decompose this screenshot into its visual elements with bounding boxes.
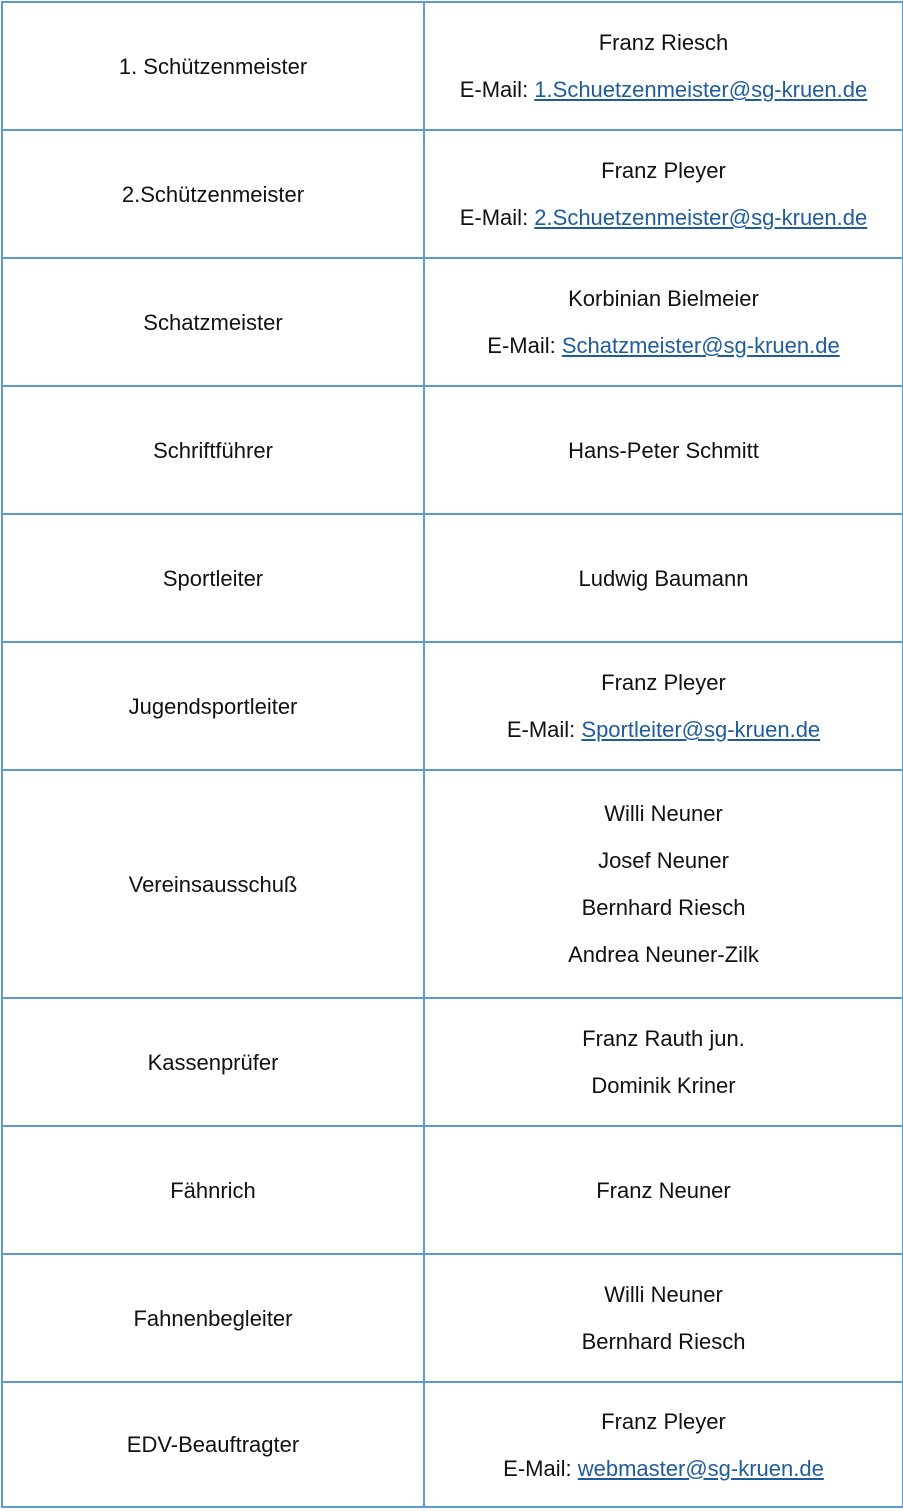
role-label: Fähnrich	[170, 1177, 256, 1203]
person-name: Bernhard Riesch	[581, 895, 746, 920]
email-link[interactable]: 2.Schuetzenmeister@sg-kruen.de	[534, 205, 868, 230]
person-cell	[424, 1126, 903, 1254]
table-row	[2, 770, 903, 998]
email-label: E-Mail:	[459, 205, 535, 230]
email-label: E-Mail:	[459, 77, 535, 102]
person-name: Franz Pleyer	[601, 1408, 726, 1434]
person-name: Franz Riesch	[598, 30, 729, 55]
person-cell	[424, 1254, 903, 1382]
person-name: Franz Rauth jun.	[582, 1026, 745, 1051]
role-label: Fahnenbegleiter	[133, 1305, 293, 1331]
person-name: Josef Neuner	[598, 848, 729, 873]
person-name: Franz Pleyer	[601, 158, 726, 183]
role-label: Jugendsportleiter	[128, 693, 298, 719]
role-cell	[2, 1126, 424, 1254]
email-line	[425, 1445, 902, 1492]
role-cell	[2, 130, 424, 258]
table-row	[2, 386, 903, 514]
person-name: Bernhard Riesch	[581, 1329, 746, 1354]
person-cell	[424, 1382, 903, 1507]
person-name: Willi Neuner	[604, 1282, 723, 1307]
person-name: Hans-Peter Schmitt	[568, 437, 759, 463]
table-row	[2, 514, 903, 642]
table-row	[2, 998, 903, 1126]
email-link[interactable]: 1.Schuetzenmeister@sg-kruen.de	[534, 77, 868, 102]
role-label: Schriftführer	[153, 437, 273, 463]
person-name: Korbinian Bielmeier	[568, 286, 759, 311]
role-cell	[2, 998, 424, 1126]
role-cell	[2, 2, 424, 130]
role-cell	[2, 1382, 424, 1507]
role-cell	[2, 1254, 424, 1382]
table-row	[2, 258, 903, 386]
person-cell	[424, 770, 903, 998]
person-name: Franz Pleyer	[601, 670, 726, 695]
person-cell	[424, 642, 903, 770]
role-label: 1. Schützenmeister	[118, 53, 308, 79]
email-link[interactable]: Schatzmeister@sg-kruen.de	[561, 333, 840, 358]
role-cell	[2, 386, 424, 514]
board-members-table	[1, 1, 903, 1508]
role-cell	[2, 258, 424, 386]
person-cell	[424, 2, 903, 130]
email-line	[425, 194, 902, 241]
person-name: Ludwig Baumann	[578, 565, 749, 591]
table-row	[2, 642, 903, 770]
person-cell	[424, 258, 903, 386]
table-row	[2, 1126, 903, 1254]
person-cell	[424, 998, 903, 1126]
role-label: Vereinsausschuß	[128, 871, 298, 897]
person-name: Andrea Neuner-Zilk	[568, 942, 759, 967]
person-cell	[424, 514, 903, 642]
role-label: EDV-Beauftragter	[126, 1432, 300, 1457]
table-row	[2, 1382, 903, 1507]
person-name: Franz Neuner	[596, 1177, 731, 1203]
role-label: 2.Schützenmeister	[121, 181, 305, 207]
role-cell	[2, 642, 424, 770]
email-line	[425, 322, 902, 369]
board-table-page	[0, 1, 903, 1511]
role-label: Sportleiter	[162, 565, 264, 591]
email-label: E-Mail:	[506, 717, 582, 742]
email-link[interactable]: Sportleiter@sg-kruen.de	[581, 717, 821, 742]
table-row	[2, 2, 903, 130]
email-label: E-Mail:	[503, 1455, 578, 1481]
email-label: E-Mail:	[487, 333, 562, 358]
email-link[interactable]: webmaster@sg-kruen.de	[577, 1455, 824, 1481]
table-row	[2, 1254, 903, 1382]
person-cell	[424, 386, 903, 514]
role-cell	[2, 770, 424, 998]
role-cell	[2, 514, 424, 642]
table-row	[2, 130, 903, 258]
role-label: Kassenprüfer	[147, 1049, 279, 1075]
role-label: Schatzmeister	[143, 309, 283, 335]
email-line	[425, 706, 902, 753]
email-line	[425, 66, 902, 113]
person-cell	[424, 130, 903, 258]
person-name: Dominik Kriner	[591, 1073, 736, 1098]
person-name: Willi Neuner	[604, 801, 723, 826]
